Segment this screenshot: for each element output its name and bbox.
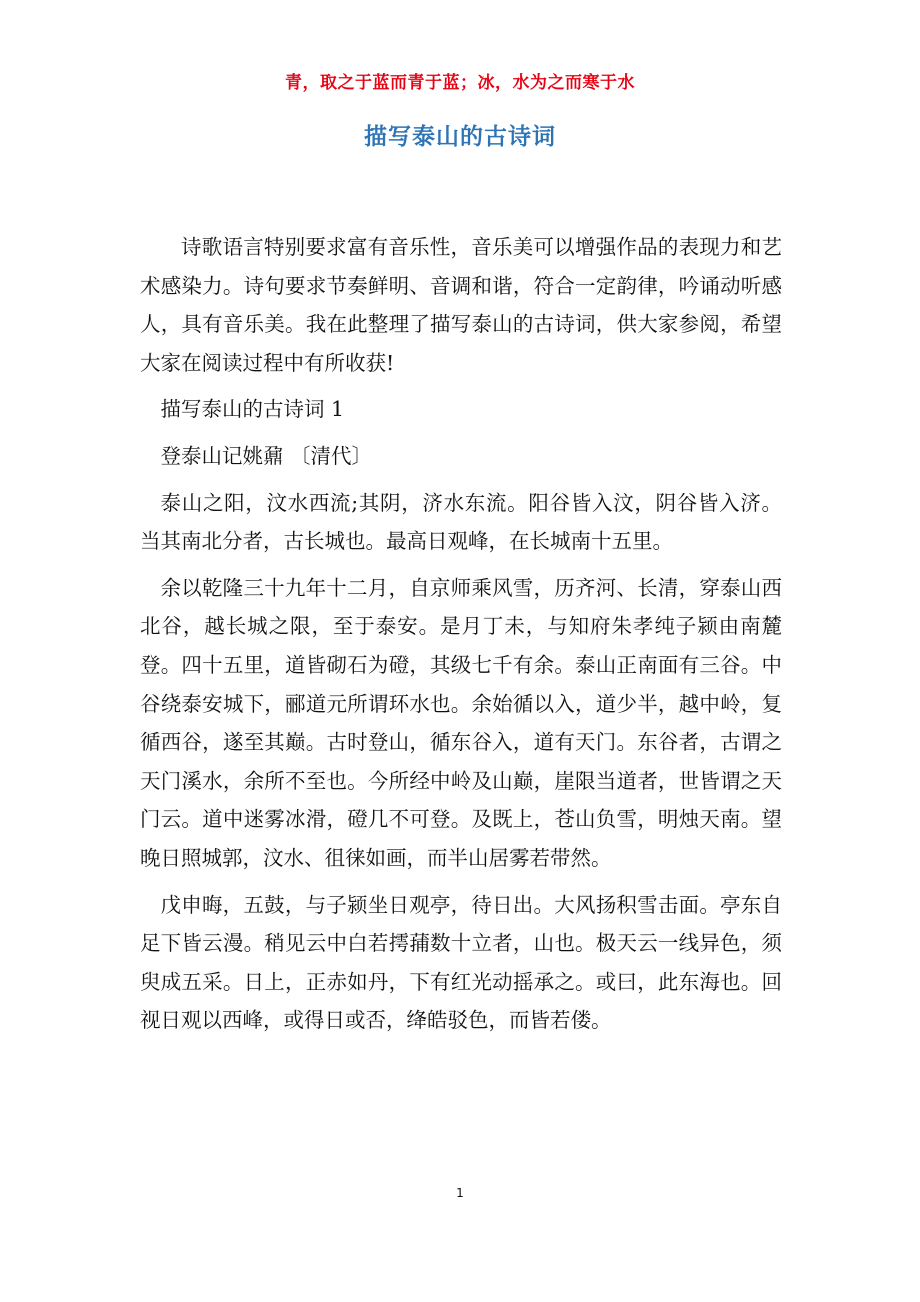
header-motto: 青，取之于蓝而青于蓝；冰，水为之而寒于水 — [285, 73, 635, 93]
body-paragraph: 余以乾隆三十九年十二月，自京师乘风雪，历齐河、长清，穿泰山西北谷，越长城之限，至于泰安。是月丁未，与知府朱孝纯子颍由南麓登。四十五里，道皆砌石为磴，其级七千有余。泰山正南面有三谷。中谷绕泰安城下，郦道元所谓环水也。余始循以入，道少半，越中岭，复循西谷，遂至其巅。古时登山，循东谷入，道有天门。东谷者，古谓之天门溪水，余所不至也。今所经中岭及山巅，崖限当道者，世皆谓之天门云。道中迷雾冰滑，磴几不可登。及既上，苍山负雪，明烛天南。望晚日照城郭，汶水、徂徕如画，而半山居雾若带然。 — [140, 575, 782, 870]
body-paragraph: 戊申晦，五鼓，与子颍坐日观亭，待日出。大风扬积雪击面。亭东自足下皆云漫。稍见云中白若摴蒱数十立者，山也。极天云一线异色，须臾成五采。日上，正赤如丹，下有红光动摇承之。或曰，此东海也。回视日观以西峰，或得日或否，绛皓驳色，而皆若偻。 — [140, 892, 782, 1033]
body-paragraph: 泰山之阳，汶水西流;其阴，济水东流。阳谷皆入汶，阴谷皆入济。当其南北分者，古长城也。最高日观峰，在长城南十五里。 — [140, 490, 782, 554]
page-number: 1 — [456, 1186, 464, 1200]
intro-paragraph: 诗歌语言特别要求富有音乐性，音乐美可以增强作品的表现力和艺术感染力。诗句要求节奏鲜明、音调和谐，符合一定韵律，吟诵动听感人，具有音乐美。我在此整理了描写泰山的古诗词，供大家参阅，希望大家在阅读过程中有所收获! — [140, 235, 782, 375]
document-body — [140, 228, 782, 1040]
section-heading: 描写泰山的古诗词 1 — [160, 397, 345, 422]
poem-title-author: 登泰山记姚鼐 〔清代〕 — [160, 443, 373, 468]
document-title: 描写泰山的古诗词 — [364, 124, 556, 150]
